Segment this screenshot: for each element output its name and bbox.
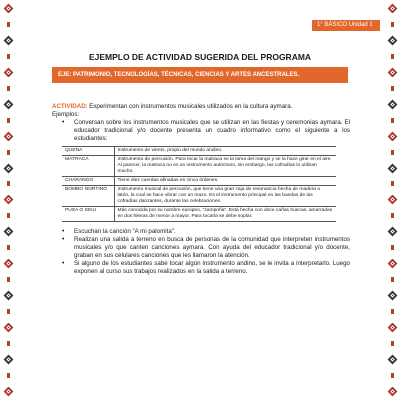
instrument-description: Más conocida por su nombre europeo, "zampoña". Está hecha con doce cañas huecas, amarradas en dos hileras de menor a mayor. Para tocarla se debe soplar. <box>114 207 336 222</box>
border-dash <box>7 86 10 91</box>
table-row <box>62 156 336 177</box>
border-dash <box>391 309 394 314</box>
andean-diamond-icon <box>387 291 397 301</box>
andean-diamond-icon <box>3 131 13 141</box>
andean-diamond-icon <box>387 163 397 173</box>
andean-diamond-icon <box>3 35 13 45</box>
border-dash <box>391 181 394 186</box>
instrument-name: MATRACA <box>62 156 114 177</box>
border-dash <box>7 150 10 155</box>
page-title: EJEMPLO DE ACTIVIDAD SUGERIDA DEL PROGRAMA <box>88 52 312 62</box>
list-item: • Si alguno de los estudiantes sabe tocar algún instrumento andino, se le invita a interpretarlo. Luego exponen al curso sus trabajos realizados en la salida a terreno. <box>52 260 350 276</box>
border-dash <box>391 341 394 346</box>
andean-diamond-icon <box>387 323 397 333</box>
instrument-description: Instrumento de viento, propio del mundo andino. <box>114 147 336 156</box>
andean-diamond-icon <box>387 4 397 14</box>
border-dash <box>391 22 394 27</box>
grade-badge: 1° BÁSICO Unidad 1 <box>312 20 380 31</box>
andean-diamond-icon <box>3 227 13 237</box>
eje-banner: EJE: PATRIMONIO, TECNOLOGÍAS, TÉCNICAS, CIENCIAS Y ARTES ANCESTRALES. <box>52 67 348 83</box>
andean-diamond-icon <box>3 386 13 396</box>
table-row <box>62 207 336 222</box>
andean-diamond-icon <box>3 4 13 14</box>
andean-diamond-icon <box>387 259 397 269</box>
instruments-table <box>62 146 336 222</box>
table-row <box>62 186 336 207</box>
andean-diamond-icon <box>387 35 397 45</box>
andean-diamond-icon <box>3 354 13 364</box>
activity-content <box>52 103 350 276</box>
andean-diamond-icon <box>3 259 13 269</box>
instrument-description: Tiene diez cuerdas afinadas en cinco órdenes. <box>114 177 336 186</box>
list-item: • Escuchan la canción "A mi palomita". <box>52 228 350 236</box>
andean-diamond-icon <box>3 99 13 109</box>
andean-diamond-icon <box>387 67 397 77</box>
andean-diamond-icon <box>3 163 13 173</box>
andean-diamond-icon <box>3 291 13 301</box>
border-dash <box>7 245 10 250</box>
andean-diamond-icon <box>387 354 397 364</box>
border-dash <box>7 181 10 186</box>
border-dash <box>391 86 394 91</box>
andean-diamond-icon <box>3 67 13 77</box>
border-dash <box>7 373 10 378</box>
instrument-name: QUENA <box>62 147 114 156</box>
border-dash <box>391 373 394 378</box>
examples-label: Ejemplos: <box>52 111 80 118</box>
border-dash <box>7 118 10 123</box>
border-dash <box>7 213 10 218</box>
andean-diamond-icon <box>387 99 397 109</box>
border-dash <box>391 213 394 218</box>
instrument-description: Instrumento de percusión. Para tocar la matraca se la toma del mango y se la hace girar en el aire. Al parecer, la matraca no es un instrumento autóctono, sin embargo, las cofradías lo utilizan mucho. <box>114 156 336 177</box>
border-dash <box>391 245 394 250</box>
andean-diamond-icon <box>387 386 397 396</box>
andean-diamond-icon <box>3 195 13 205</box>
border-dash <box>7 22 10 27</box>
andean-diamond-icon <box>387 227 397 237</box>
list-item: • Realizan una salida a terreno en busca de personas de la comunidad que interpreten instrumentos musicales y/o que canten canciones aymara. Con ayuda del educador tradicional y/o docente, graban en sus celulares canciones que les llamaron la atención. <box>52 236 350 260</box>
border-dash <box>391 277 394 282</box>
andean-diamond-icon <box>387 131 397 141</box>
border-dash <box>391 150 394 155</box>
instrument-name: CHARANGO <box>62 177 114 186</box>
intro-bullet: • Conversan sobre los instrumentos musicales que se utilizan en las fiestas y ceremonias aymara. El educador tradicional y/o docente presenta un cuadro informativo como el siguiente a los estudiantes: <box>52 119 350 143</box>
border-dash <box>7 277 10 282</box>
instrument-description: Instrumento musical de percusión, que tiene una gran caja de resonancia hecha de madera o latón, la cual se hace vibrar con un mazo. Es el instrumento principal en las bandas de las cofradías danzantes, durante las celebraciones. <box>114 186 336 207</box>
activity-text: : Experimentan con instrumentos musicales utilizados en la cultura aymara. <box>85 103 293 110</box>
border-dash <box>391 118 394 123</box>
andean-diamond-icon <box>387 195 397 205</box>
instrument-name: BOMBO NORTINO <box>62 186 114 207</box>
table-row <box>62 177 336 186</box>
instrument-name: PUSA O SIKU <box>62 207 114 222</box>
activity-label: ACTIVIDAD <box>52 103 86 110</box>
border-dash <box>7 341 10 346</box>
andean-diamond-icon <box>3 323 13 333</box>
border-dash <box>7 309 10 314</box>
activity-line <box>52 103 350 111</box>
table-row <box>62 147 336 156</box>
